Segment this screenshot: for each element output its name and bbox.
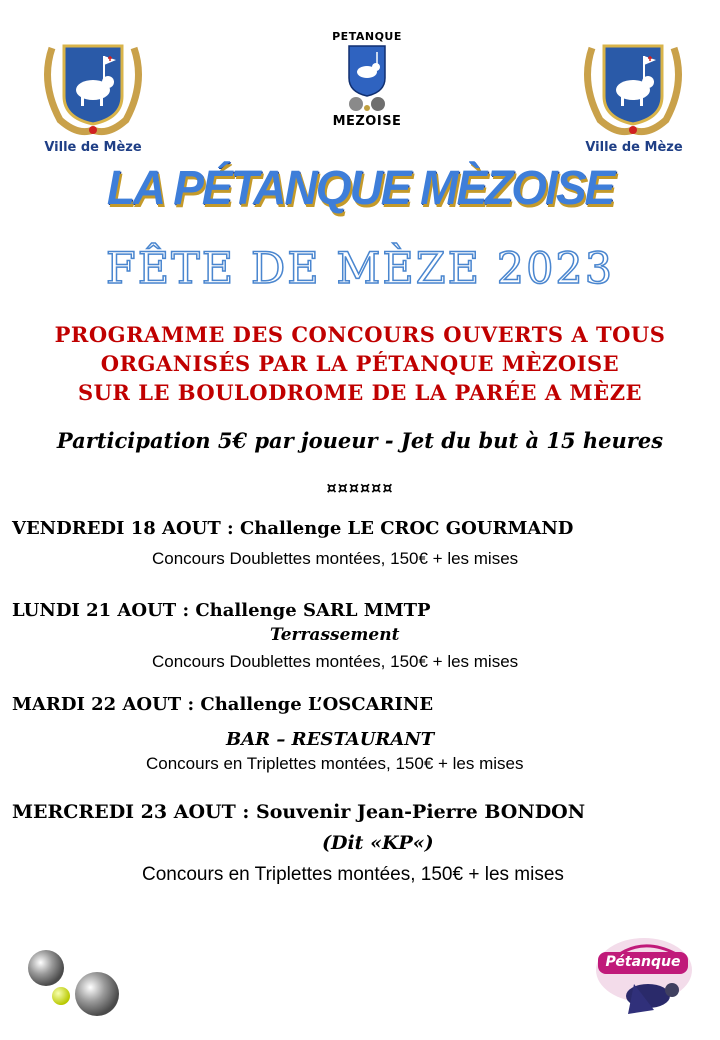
petanque-balls-icon bbox=[24, 948, 124, 1018]
event-heading: MARDI 22 AOUT : Challenge L’OSCARINE bbox=[12, 694, 434, 715]
club-shield-icon bbox=[322, 44, 412, 114]
right-crest bbox=[578, 38, 688, 138]
event-heading: MERCREDI 23 AOUT : Souvenir Jean-Pierre BONDON bbox=[12, 801, 586, 823]
club-logo-top-text: PETANQUE bbox=[332, 30, 402, 43]
event-detail: Concours en Triplettes montées, 150€ + les mises bbox=[142, 864, 564, 885]
event-subtitle: (Dit «KP«) bbox=[322, 832, 434, 854]
event-heading: LUNDI 21 AOUT : Challenge SARL MMTP bbox=[12, 600, 431, 621]
club-logo-bottom-text: MEZOISE bbox=[332, 114, 402, 129]
city-crest-icon bbox=[578, 38, 688, 138]
page-title: FÊTE DE MÈZE 2023 bbox=[105, 244, 615, 294]
club-logo bbox=[322, 28, 412, 132]
boules-image bbox=[24, 948, 124, 1018]
event-detail: Concours Doublettes montées, 150€ + les mises bbox=[152, 652, 519, 671]
petanque-logo bbox=[584, 930, 700, 1020]
club-name-heading: LA PÉTANQUE MÈZOISE bbox=[106, 159, 614, 215]
right-crest-caption: Ville de Mèze bbox=[585, 140, 683, 155]
participation-text: Participation 5€ par joueur - Jet du but à 15 heures bbox=[56, 428, 664, 453]
separator: ¤¤¤¤¤¤ bbox=[326, 478, 394, 497]
event-heading: VENDREDI 18 AOUT : Challenge LE CROC GOURMAND bbox=[12, 518, 574, 539]
event-detail: Concours en Triplettes montées, 150€ + les mises bbox=[146, 754, 524, 773]
city-crest-icon bbox=[38, 38, 148, 138]
left-crest-caption: Ville de Mèze bbox=[44, 140, 142, 155]
left-crest bbox=[38, 38, 148, 138]
programme-line-2: ORGANISÉS PAR LA PÉTANQUE MÈZOISE bbox=[100, 351, 620, 376]
event-subtitle: BAR – RESTAURANT bbox=[226, 729, 435, 750]
programme-line-3: SUR LE BOULODROME DE LA PARÉE A MÈZE bbox=[77, 380, 643, 405]
petanque-logo-text: Pétanque bbox=[605, 954, 681, 970]
event-detail: Concours Doublettes montées, 150€ + les mises bbox=[152, 549, 519, 568]
programme-line-1: PROGRAMME DES CONCOURS OUVERTS A TOUS bbox=[54, 322, 666, 347]
event-subtitle: Terrassement bbox=[270, 625, 400, 645]
petanque-player-icon bbox=[584, 930, 700, 1020]
